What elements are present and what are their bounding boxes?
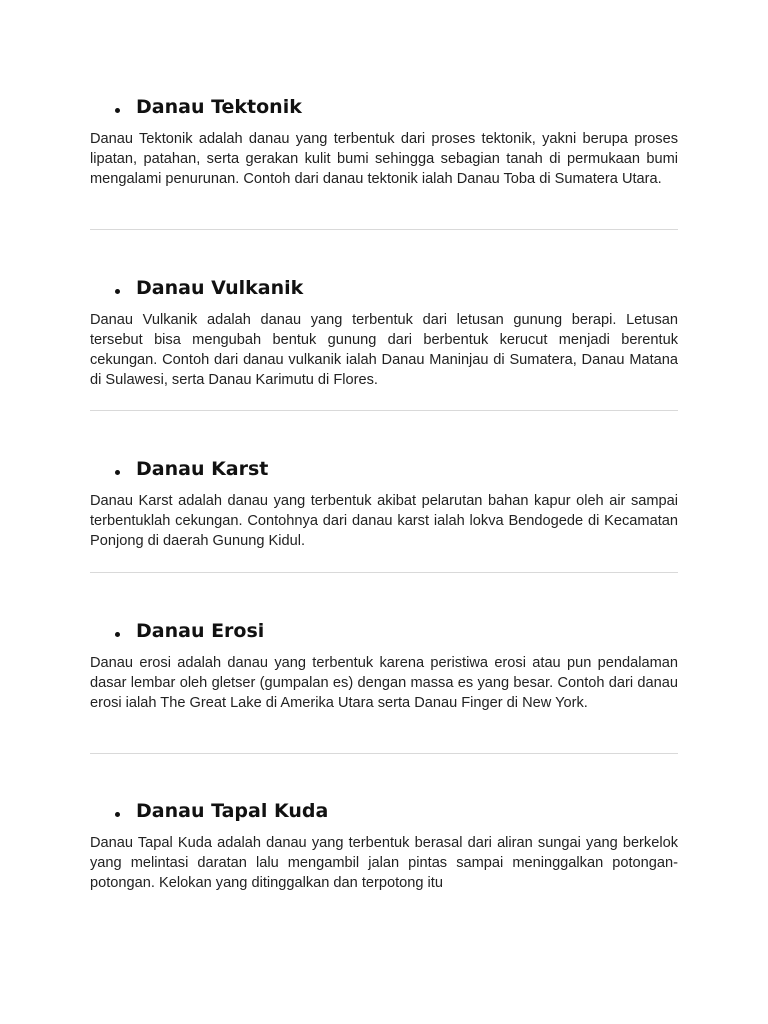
section-danau-vulkanik (90, 274, 678, 390)
section-heading-row (90, 797, 678, 825)
section-body: Danau Tapal Kuda adalah danau yang terbentuk berasal dari aliran sungai yang berkelok yang melintasi daratan lalu mengambil jalan pintas sampai meninggalkan potongan-potongan. Kelokan yang ditinggalkan dan terpotong itu (90, 835, 678, 891)
bullet-icon (115, 812, 120, 817)
section-divider (90, 410, 678, 411)
section-divider (90, 229, 678, 230)
section-body: Danau Karst adalah danau yang terbentuk akibat pelarutan bahan kapur oleh air sampai terbentuklah cekungan. Contohnya dari danau karst ialah lokva Bendogede di Kecamatan Ponjong di daerah Gunung Kidul. (90, 493, 678, 549)
section-danau-erosi (90, 617, 678, 713)
section-body: Danau Vulkanik adalah danau yang terbentuk dari letusan gunung berapi. Letusan tersebut bisa mengubah bentuk gunung dari berbentuk kerucut menjadi berentuk cekungan. Contoh dari danau vulkanik ialah Danau Maninjau di Sumatera, Danau Matana di Sulawesi, serta Danau Karimutu di Flores. (90, 312, 678, 388)
bullet-icon (115, 108, 120, 113)
bullet-icon (115, 632, 120, 637)
section-title: Danau Tapal Kuda (136, 800, 329, 822)
section-title: Danau Karst (136, 458, 269, 480)
section-heading-row (90, 455, 678, 483)
section-heading-row (90, 617, 678, 645)
section-danau-karst (90, 455, 678, 551)
section-divider (90, 572, 678, 573)
section-title: Danau Tektonik (136, 96, 302, 118)
section-heading-row (90, 274, 678, 302)
section-title: Danau Vulkanik (136, 277, 304, 299)
section-danau-tapal-kuda (90, 797, 678, 893)
bullet-icon (115, 289, 120, 294)
section-title: Danau Erosi (136, 620, 265, 642)
section-heading-row (90, 93, 678, 121)
section-divider (90, 753, 678, 754)
bullet-icon (115, 470, 120, 475)
section-body: Danau Tektonik adalah danau yang terbentuk dari proses tektonik, yakni berupa proses lipatan, patahan, serta gerakan kulit bumi sehingga sebagian tanah di permukaan bumi mengalami penurunan. Contoh dari danau tektonik ialah Danau Toba di Sumatera Utara. (90, 131, 678, 187)
section-body: Danau erosi adalah danau yang terbentuk karena peristiwa erosi atau pun pendalaman dasar lembar oleh gletser (gumpalan es) dengan massa es yang besar. Contoh dari danau erosi ialah The Great Lake di Amerika Utara serta Danau Finger di New York. (90, 655, 678, 711)
section-danau-tektonik (90, 93, 678, 189)
